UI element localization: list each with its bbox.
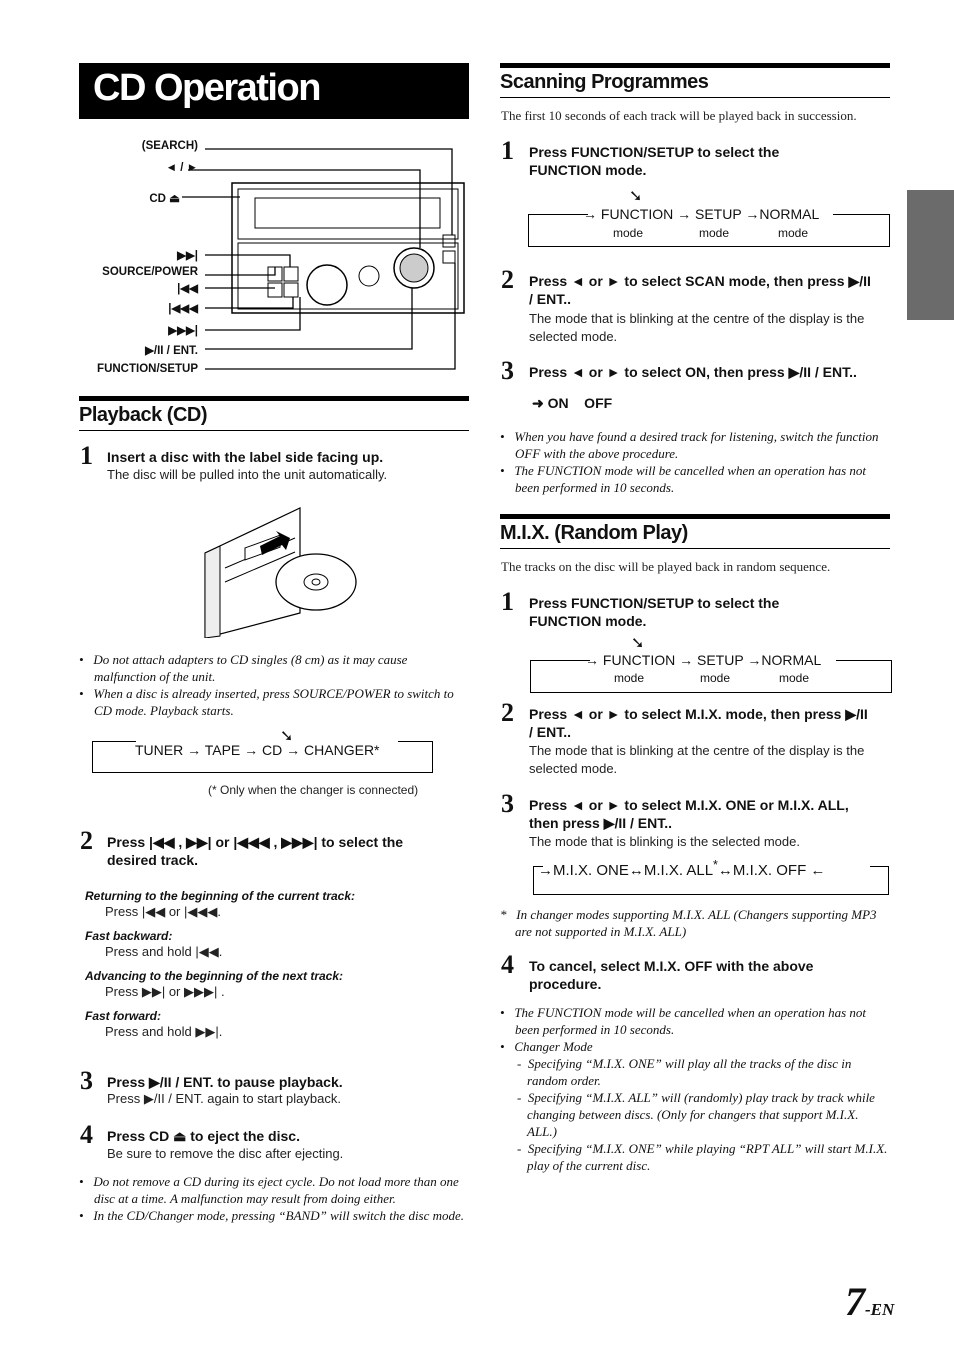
disc-insert-illustration [190, 498, 370, 638]
mix-flow-arrow-icon: ➘ [631, 635, 645, 652]
flow-item: FUNCTION [600, 206, 674, 222]
source-flow-topline-right [398, 741, 433, 742]
step-number: 1 [80, 441, 93, 470]
step-title: Press ◄ or ► to select ON, then press ▶/II / ENT.. [529, 364, 857, 380]
search-label: (SEARCH) [141, 140, 198, 152]
step-title: Press ◄ or ► to select M.I.X. mode, then press ▶/II / ENT.. [529, 706, 868, 740]
page-number-digit: 7 [845, 1279, 865, 1324]
step-number: 3 [501, 789, 514, 818]
mix-mode-flow: →M.I.X. ONE↔M.I.X. ALL*↔M.I.X. OFF ← [538, 858, 826, 879]
page-title: CD Operation [79, 63, 469, 119]
step-title: Press ◄ or ► to select M.I.X. ONE or M.I.X. ALL, then press ▶/II / ENT.. [529, 797, 849, 831]
step-body: The mode that is blinking at the centre of the display is the selected mode. [529, 743, 865, 776]
mode-label: mode [613, 226, 644, 240]
changer-note-item: - Specifying “M.I.X. ALL” will (randomly) play track by track while changing between discs. (Only for changers that support M.I.X. ALL.) [517, 1090, 875, 1139]
sub-text: Press ▶▶| or ▶▶▶| . [105, 984, 225, 999]
step-title: Press |◀◀ , ▶▶| or |◀◀◀ , ▶▶▶| to select the desired track. [107, 834, 404, 868]
note-item: • Do not attach adapters to CD singles (8 cm) as it may cause malfunction of the unit. [79, 652, 408, 684]
scan-flow-arrow-icon: ➘ [629, 188, 643, 205]
front-panel-diagram [80, 135, 470, 380]
note-item: • When you have found a desired track for listening, switch the function OFF with the above procedure. [500, 429, 879, 461]
mode-label: mode [778, 226, 809, 240]
step-title: Press FUNCTION/SETUP to select the FUNCTION mode. [529, 595, 780, 629]
note-text: Do not remove a CD during its eject cycle. Do not load more than one disc at a time. A malfunction may result from doing either. [93, 1174, 459, 1206]
note-item: • The FUNCTION mode will be cancelled when an operation has not been performed in 10 seconds. [500, 463, 867, 495]
mix-flow-topline-left [530, 660, 590, 661]
note-text: The FUNCTION mode will be cancelled when an operation has not been performed in 10 seconds. [514, 1005, 867, 1037]
scan-heading: Scanning Programmes [500, 63, 890, 98]
play-pause-label: ▶/II / ENT. [145, 345, 198, 357]
source-power-label: SOURCE/POWER [102, 266, 198, 278]
source-flow-topline-left [92, 741, 136, 742]
flow-item: NORMAL [761, 652, 822, 668]
track-sub-instructions [85, 889, 465, 1041]
mode-label: mode [699, 226, 730, 240]
scan-intro: The first 10 seconds of each track will be played back in succession. [501, 108, 857, 123]
scan-notes [500, 428, 888, 496]
sub-heading: Advancing to the beginning of the next track: [85, 969, 344, 983]
asterisk-note: * In changer modes supporting M.I.X. ALL (Changers supporting MP3 are not supported in M.I.X. ALL) [500, 907, 877, 939]
note-text: Specifying “M.I.X. ALL” will (randomly) play track by track while changing between discs. (Only for changers that support M.I.X. ALL.) [527, 1090, 875, 1139]
flow-item: NORMAL [759, 206, 820, 222]
sub-heading: Fast backward: [85, 929, 173, 943]
cd-eject-label: CD ⏏ [149, 193, 180, 205]
step-number: 2 [80, 826, 93, 855]
scan-flow-topline-right [833, 214, 890, 215]
note-text: In the CD/Changer mode, pressing “BAND” will switch the disc mode. [93, 1208, 465, 1223]
note-text: When a disc is already inserted, press SOURCE/POWER to switch to CD mode. Playback starts. [93, 686, 454, 718]
mix-option: M.I.X. ALL [643, 862, 714, 879]
scan-on-off: ➜ ON OFF [532, 395, 613, 411]
prev-disc-label: |◀◀◀ [168, 303, 198, 315]
mix-mode-topline-right [870, 866, 889, 867]
step-title: Press FUNCTION/SETUP to select the FUNCTION mode. [529, 144, 780, 178]
sub-heading: Returning to the beginning of the current track: [85, 889, 355, 903]
mix-option: M.I.X. OFF [732, 862, 807, 879]
note-item: • In the CD/Changer mode, pressing “BAND” will switch the disc mode. [79, 1208, 465, 1223]
note-item: • Do not remove a CD during its eject cycle. Do not load more than one disc at a time. A malfunction may result from doing either. [79, 1174, 459, 1206]
step-body: The mode that is blinking at the centre of the display is the selected mode. [529, 311, 865, 344]
page-number [845, 1278, 894, 1325]
mode-label: mode [779, 671, 810, 685]
note-text: The FUNCTION mode will be cancelled when an operation has not been performed in 10 seconds. [514, 463, 867, 495]
playback-heading: Playback (CD) [79, 396, 469, 431]
mix-flow-topline-right [836, 660, 892, 661]
left-right-label: ◄ / ► [165, 162, 198, 174]
note-text: When you have found a desired track for listening, switch the function OFF with the above procedure. [514, 429, 879, 461]
sub-text: Press and hold |◀◀. [105, 944, 223, 959]
sub-heading: Fast forward: [85, 1009, 162, 1023]
changer-note-item: - Specifying “M.I.X. ONE” will play all the tracks of the disc in random order. [517, 1056, 852, 1088]
playback-notes-2 [79, 1173, 471, 1224]
step-title: Press ◄ or ► to select SCAN mode, then press ▶/II / ENT.. [529, 273, 871, 307]
scan-flow: → FUNCTION → SETUP →NORMAL [583, 206, 820, 222]
step-number: 1 [501, 587, 514, 616]
side-tab-marker [907, 190, 954, 320]
note-text: Specifying “M.I.X. ONE” will play all the tracks of the disc in random order. [527, 1056, 852, 1088]
mix-intro: The tracks on the disc will be played back in random sequence. [501, 559, 831, 574]
step-number: 2 [501, 698, 514, 727]
step-number: 2 [501, 265, 514, 294]
step-number: 1 [501, 136, 514, 165]
step-number: 4 [501, 950, 514, 979]
note-item: • The FUNCTION mode will be cancelled when an operation has not been performed in 10 seconds. [500, 1005, 867, 1037]
source-flow-arrow-icon: ➘ [280, 728, 294, 745]
step-title: Press CD ⏏ to eject the disc. [107, 1128, 300, 1144]
step-number: 4 [80, 1120, 93, 1149]
note-text: Changer Mode [514, 1039, 593, 1054]
step-title: Press ▶/II / ENT. to pause playback. [107, 1074, 343, 1090]
mix-function-flow: → FUNCTION → SETUP →NORMAL [585, 652, 822, 668]
step-title: To cancel, select M.I.X. OFF with the above procedure. [529, 958, 814, 992]
step-title: Insert a disc with the label side facing up. [107, 449, 384, 465]
flow-item: SETUP [695, 206, 742, 222]
mix-notes [500, 1004, 888, 1174]
sub-text: Press |◀◀ or |◀◀◀. [105, 904, 221, 919]
note-text: Do not attach adapters to CD singles (8 cm) as it may cause malfunction of the unit. [93, 652, 408, 684]
note-text: In changer modes supporting M.I.X. ALL (Changers supporting MP3 are not supported in M.I.X. ALL) [515, 907, 877, 939]
step-body: Be sure to remove the disc after ejecting. [107, 1146, 344, 1161]
disc-insert-svg [190, 498, 370, 638]
step-body: Press ▶/II / ENT. again to start playback. [107, 1091, 341, 1106]
mode-label: mode [700, 671, 731, 685]
mix-option: M.I.X. ONE [553, 862, 629, 879]
changer-note-item: - Specifying “M.I.X. ONE” while playing “RPT ALL” will start M.I.X. play of the current disc. [517, 1141, 888, 1173]
changer-note: (* Only when the changer is connected) [208, 783, 419, 797]
playback-notes-1 [79, 651, 471, 719]
note-text: Specifying “M.I.X. ONE” while playing “RPT ALL” will start M.I.X. play of the current disc. [527, 1141, 888, 1173]
scan-flow-topline-left [528, 214, 588, 215]
step-number: 3 [80, 1066, 93, 1095]
step-number: 3 [501, 356, 514, 385]
source-flow-text: TUNER → TAPE → CD → CHANGER* [135, 742, 380, 758]
step-body: The mode that is blinking is the selected mode. [529, 834, 800, 849]
function-setup-label: FUNCTION/SETUP [97, 363, 198, 375]
mode-label: mode [614, 671, 645, 685]
note-item: • Changer Mode [500, 1039, 593, 1054]
next-disc-label: ▶▶▶| [168, 325, 198, 337]
prev-track-label: |◀◀ [177, 283, 198, 295]
flow-item: SETUP [697, 652, 744, 668]
flow-item: FUNCTION [602, 652, 676, 668]
step-body: The disc will be pulled into the unit automatically. [107, 467, 388, 482]
sub-text: Press and hold ▶▶|. [105, 1024, 223, 1039]
next-track-label: ▶▶| [177, 250, 198, 262]
mix-heading: M.I.X. (Random Play) [500, 514, 890, 549]
note-item: • When a disc is already inserted, press SOURCE/POWER to switch to CD mode. Playback starts. [79, 686, 454, 718]
page-number-suffix: -EN [865, 1300, 895, 1319]
